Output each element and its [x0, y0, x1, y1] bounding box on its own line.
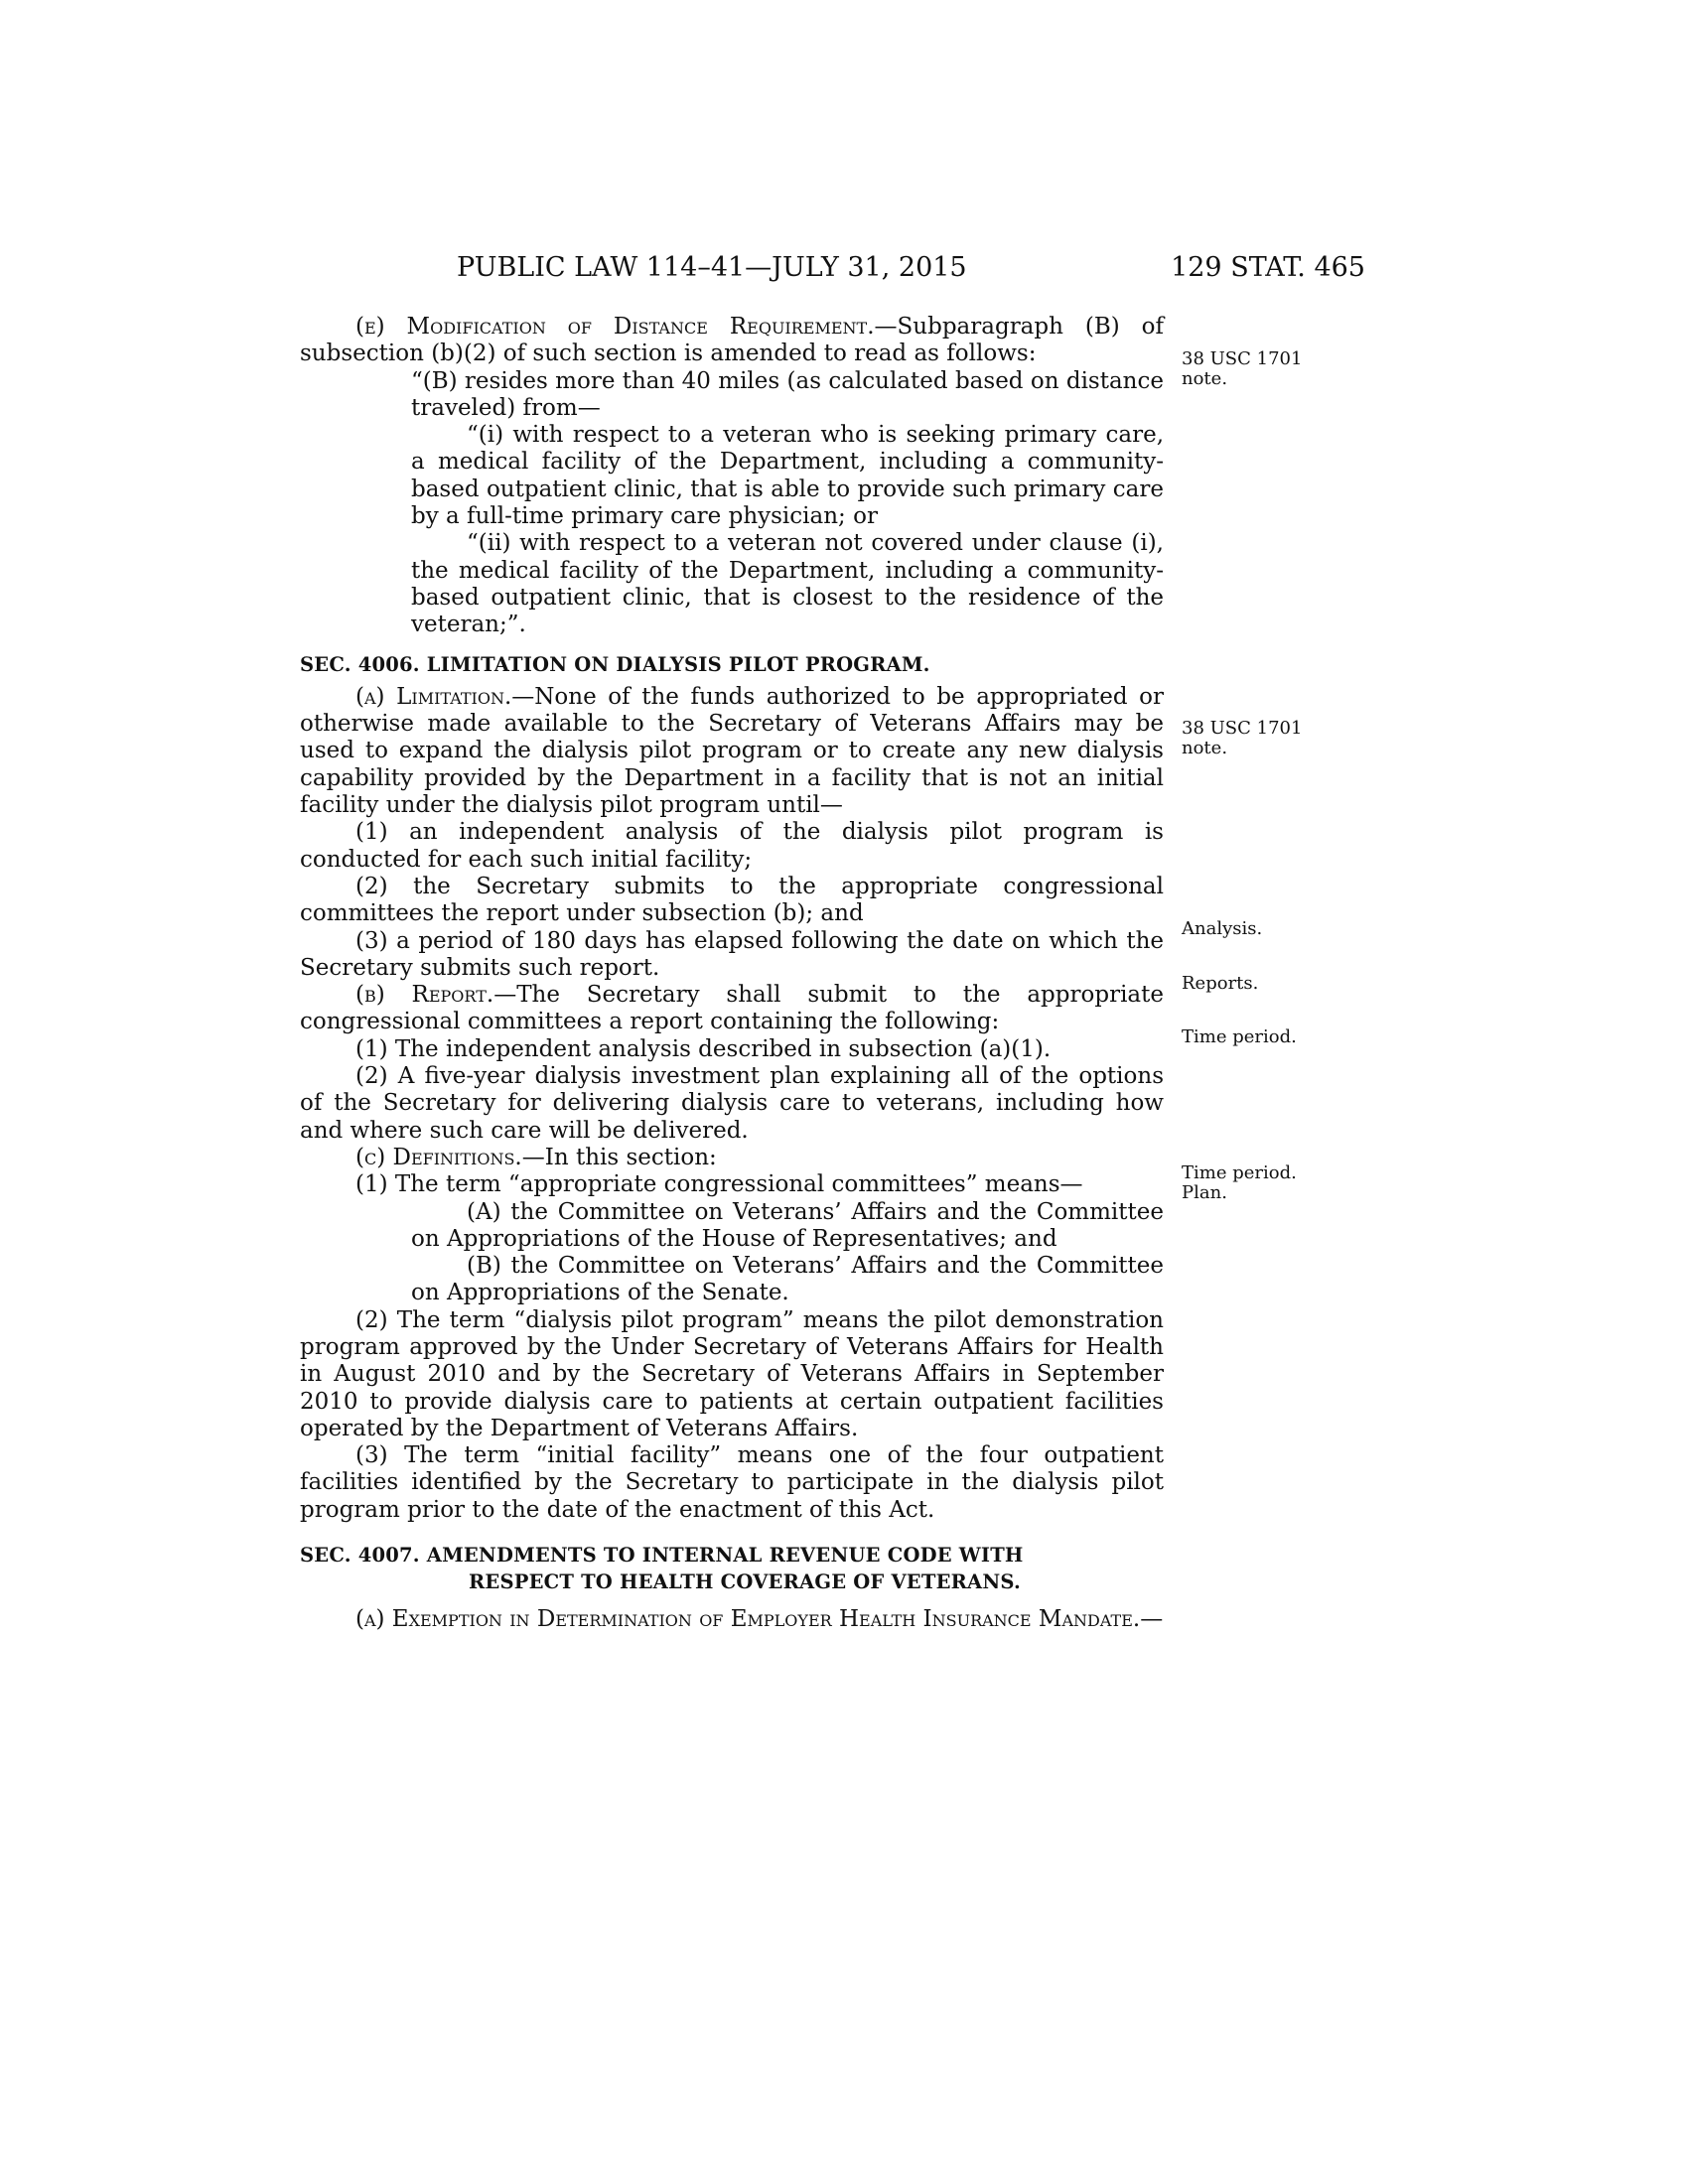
item-a-3: (3) a period of 180 days has elapsed following the date on which the Secretary submits such report.	[300, 927, 1164, 981]
quoted-i: “(i) with respect to a veteran who is seeking primary care, a medical facility of the Department, including a community-based outpatient clinic, that is able to provide such primary care by a full-time primary care physician; or	[411, 422, 1164, 530]
text-b: —The Secretary shall submit to the appropriate congressional committees a report containing the following:	[300, 982, 1164, 1035]
section-4007-heading-line1: SEC. 4007. AMENDMENTS TO INTERNAL REVENUE CODE WITH	[300, 1544, 1024, 1568]
item-c-2: (2) The term “dialysis pilot program” means the pilot demonstration program approved by the Under Secretary of Veterans Affairs for Health in August 2010 and by the Secretary of Veterans Affairs in September 2010 to provide dialysis care to patients at certain outpatient facilities operated by the Department of Veterans Affairs.	[300, 1306, 1164, 1441]
heading-b: (b) Report.	[355, 982, 494, 1009]
quoted-B: “(B) resides more than 40 miles (as calculated based on distance traveled) from—	[411, 367, 1164, 421]
heading-4007-a: (a) Exemption in Determination of Employer Health Insurance Mandate.	[355, 1605, 1141, 1632]
heading-c: (c) Definitions.	[355, 1144, 522, 1170]
margin-note-usc-2: 38 USC 1701 note.	[1182, 718, 1303, 758]
section-4006-heading: SEC. 4006. LIMITATION ON DIALYSIS PILOT PROGRAM.	[300, 652, 930, 676]
heading-a: (a) Limitation.	[355, 683, 512, 710]
margin-note-time-period-1: Time period.	[1182, 1026, 1297, 1047]
heading-e: (e) Modification of Distance Requirement.	[355, 314, 875, 340]
item-c-1: (1) The term “appropriate congressional committees” means—	[355, 1171, 1083, 1198]
item-b-2: (2) A five-year dialysis investment plan explaining all of the options of the Secretary for delivering dialysis care to veterans, including how and where such care will be delivered.	[300, 1063, 1164, 1144]
margin-note-time-period-plan: Time period. Plan.	[1182, 1162, 1297, 1203]
text-a: —None of the funds authorized to be appropriated or otherwise made available to the Secretary of Veterans Affairs may be used to expand the dialysis pilot program or to create any new dialysis capability provided by the Department in a facility that is not an initial facility under the dialysis pilot program until—	[300, 683, 1164, 819]
item-a-2: (2) the Secretary submits to the appropriate congressional committees the report under subsection (b); and	[300, 873, 1164, 927]
header-title: PUBLIC LAW 114–41—JULY 31, 2015	[457, 252, 967, 283]
item-a-1: (1) an independent analysis of the dialysis pilot program is conducted for each such initial facility;	[300, 819, 1164, 873]
item-c-1-B: (B) the Committee on Veterans’ Affairs and the Committee on Appropriations of the Senate.	[411, 1253, 1164, 1306]
header-stat-citation: 129 STAT. 465	[1171, 252, 1365, 283]
margin-note-usc-1: 38 USC 1701 note.	[1182, 348, 1303, 389]
text-4007-a: —	[1140, 1605, 1164, 1632]
text-e: —Subparagraph (B) of subsection (b)(2) of such section is amended to read as follows:	[300, 314, 1165, 367]
text-c: —In this section:	[521, 1144, 717, 1170]
section-4007-heading-line2: RESPECT TO HEALTH COVERAGE OF VETERANS.	[469, 1570, 1021, 1594]
item-c-1-A: (A) the Committee on Veterans’ Affairs and the Committee on Appropriations of the House of Representatives; and	[411, 1198, 1164, 1252]
item-c-3: (3) The term “initial facility” means one of the four outpatient facilities identified by the Secretary to participate in the dialysis pilot program prior to the date of the enactment of this Act.	[300, 1442, 1164, 1523]
item-b-1: (1) The independent analysis described in subsection (a)(1).	[355, 1035, 1052, 1062]
margin-note-reports: Reports.	[1182, 973, 1259, 994]
margin-note-analysis: Analysis.	[1182, 918, 1263, 939]
quoted-ii: “(ii) with respect to a veteran not covered under clause (i), the medical facility of the Department, including a community-based outpatient clinic, that is closest to the residence of the veteran;”.	[411, 530, 1164, 638]
